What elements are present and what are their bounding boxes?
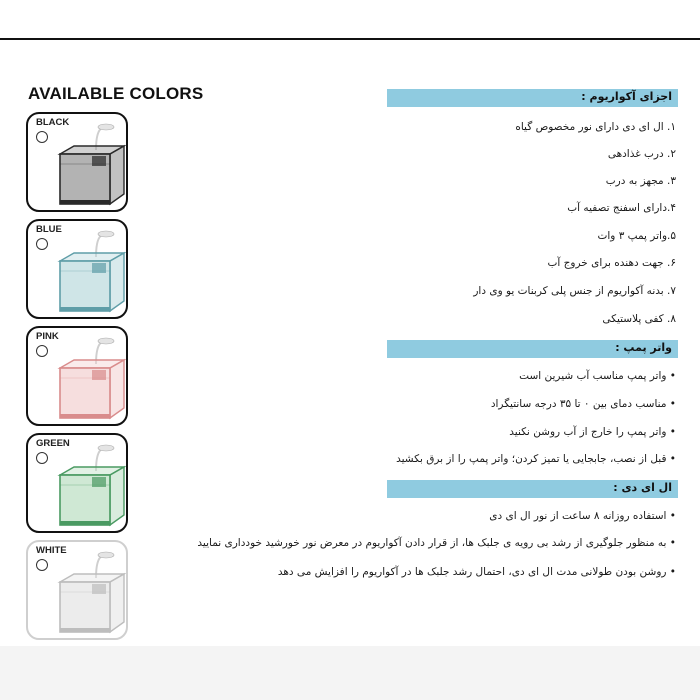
tank-base (60, 414, 110, 418)
radio-button[interactable] (36, 452, 48, 464)
tank-side (110, 574, 124, 632)
filter-box (92, 584, 106, 594)
radio-button[interactable] (36, 238, 48, 250)
aquarium-image (52, 120, 128, 208)
tank-side (110, 467, 124, 525)
list-item: • مناسب دمای بین ٠ تا ٣۵ درجه سانتیگراد (490, 398, 676, 410)
list-item: ۴.دارای اسفنج تصفیه آب (567, 202, 676, 214)
aquarium-image (52, 227, 128, 315)
list-item: ١. ال ای دی دارای نور مخصوص گیاه (515, 121, 676, 133)
list-item: • استفاده روزانه ٨ ساعت از نور ال ای دی (489, 510, 676, 522)
aquarium-image (52, 441, 128, 529)
top-divider (0, 38, 700, 40)
filter-box (92, 156, 106, 166)
color-card-white[interactable] (26, 540, 128, 640)
list-item: • واتر پمپ مناسب آب شیرین است (519, 370, 676, 382)
aquarium-image (52, 334, 128, 422)
lamp-head (98, 552, 114, 558)
tank-base (60, 628, 110, 632)
list-item: • قبل از نصب، جابجایی یا تمیز کردن؛ واتر پمپ را از برق بکشید (396, 453, 676, 465)
tank-side (110, 360, 124, 418)
lamp-head (98, 124, 114, 130)
filter-box (92, 263, 106, 273)
section-title: اجزای آکواریوم : (581, 90, 672, 103)
pump-section-header (387, 340, 678, 358)
list-item: ۵.واتر پمپ ٣ وات (597, 230, 676, 242)
color-label: GREEN (36, 438, 70, 449)
list-item: • واتر پمپ را خارج از آب روشن نکنید (509, 426, 676, 438)
tank-base (60, 521, 110, 525)
tank-side (110, 253, 124, 311)
section-title: واتر پمپ : (615, 341, 672, 354)
color-card-blue[interactable] (26, 219, 128, 319)
tank-base (60, 200, 110, 204)
list-item: ٢. درب غذادهی (607, 148, 676, 160)
list-item: ۶. جهت دهنده برای خروج آب (547, 257, 676, 269)
list-item: ٧. بدنه آکواریوم از جنس پلی کربنات یو وی دار (473, 285, 676, 297)
list-item: ٨. کفی پلاستیکی (602, 313, 676, 325)
lamp-head (98, 231, 114, 237)
color-card-pink[interactable] (26, 326, 128, 426)
tank-base (60, 307, 110, 311)
color-card-green[interactable] (26, 433, 128, 533)
color-label: PINK (36, 331, 59, 342)
available-colors-heading: AVAILABLE COLORS (28, 84, 204, 103)
radio-button[interactable] (36, 131, 48, 143)
lamp-head (98, 338, 114, 344)
list-item: • روشن بودن طولانی مدت ال ای دی، احتمال رشد جلبک ها در آکواریوم را افزایش می دهد (277, 566, 676, 578)
color-label: BLUE (36, 224, 62, 235)
aquarium-image (52, 548, 128, 636)
list-item: • به منظور جلوگیری از رشد بی رویه ی جلبک ها، از قرار دادن آکواریوم در معرض نور خورشید خودداری نمایید (197, 537, 676, 549)
radio-button[interactable] (36, 345, 48, 357)
color-label: BLACK (36, 117, 70, 128)
color-card-black[interactable] (26, 112, 128, 212)
led-section-header (387, 480, 678, 498)
color-label: WHITE (36, 545, 67, 556)
list-item: ٣. مجهز به درب (605, 175, 676, 187)
bottom-strip (0, 646, 700, 700)
filter-box (92, 370, 106, 380)
tank-side (110, 146, 124, 204)
parts-section-header (387, 89, 678, 107)
filter-box (92, 477, 106, 487)
lamp-head (98, 445, 114, 451)
radio-button[interactable] (36, 559, 48, 571)
section-title: ال ای دی : (613, 481, 672, 494)
